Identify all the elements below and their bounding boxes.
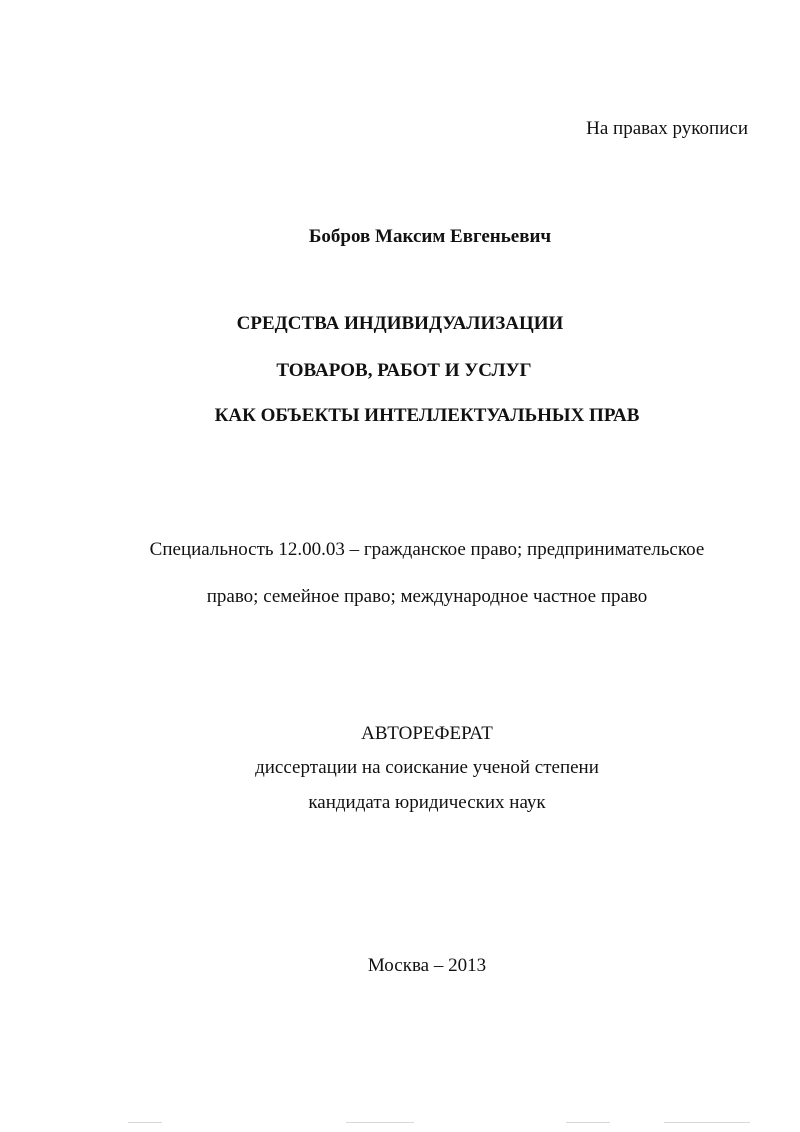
manuscript-note: На правах рукописи — [586, 118, 748, 139]
specialty-line-1: Специальность 12.00.03 – гражданское право; предпринимательское — [149, 539, 705, 560]
title-line-2: ТОВАРОВ, РАБОТ И УСЛУГ — [276, 360, 532, 381]
place-and-year: Москва – 2013 — [367, 955, 487, 976]
document-purpose: диссертации на соискание ученой степени — [255, 757, 599, 778]
author-name: Бобров Максим Евгеньевич — [308, 226, 552, 247]
scan-artifact — [664, 1122, 750, 1123]
academic-degree: кандидата юридических наук — [308, 792, 546, 813]
scan-artifact — [346, 1122, 414, 1123]
specialty-line-2: право; семейное право; международное частное право — [206, 586, 648, 607]
scan-artifact — [128, 1122, 162, 1123]
title-line-3: КАК ОБЪЕКТЫ ИНТЕЛЛЕКТУАЛЬНЫХ ПРАВ — [214, 405, 640, 426]
scan-artifact — [566, 1122, 610, 1123]
title-line-1: СРЕДСТВА ИНДИВИДУАЛИЗАЦИИ — [236, 313, 564, 334]
document-genre: АВТОРЕФЕРАТ — [361, 723, 493, 744]
